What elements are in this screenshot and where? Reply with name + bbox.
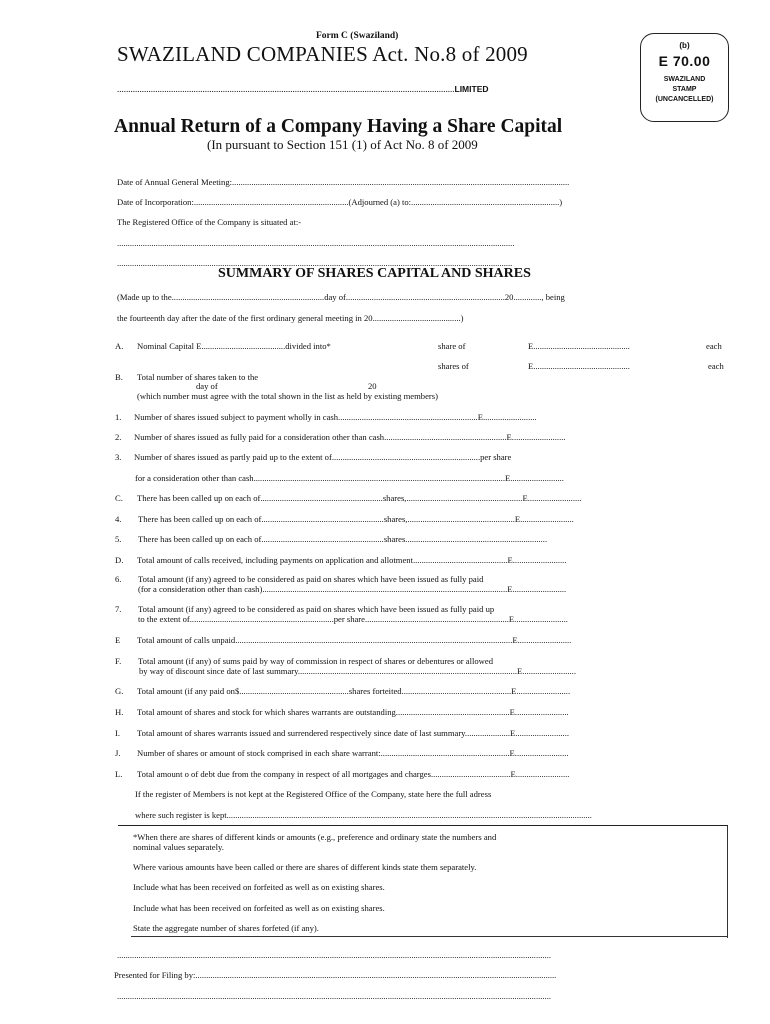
- shares-value-field[interactable]: E.............................................: [528, 361, 630, 371]
- note-forfeited-2: Include what has been received on forfeited as well as on existing shares.: [133, 903, 385, 913]
- shares-of-label: shares of: [438, 361, 469, 371]
- footer-dots-1[interactable]: ..........................................................................................................................................................................................................: [117, 950, 551, 960]
- item-5-number: 5.: [115, 534, 122, 544]
- consideration-other-cash-field[interactable]: for a consideration other than cash.....................................................................................................................E.........................: [135, 473, 564, 483]
- item-l-number: L.: [115, 769, 123, 779]
- calls-received-field[interactable]: Total amount of calls received, including payments on application and allotment............................................E.........................: [137, 555, 567, 565]
- company-name-dots: ......................................................................................................................................................: [117, 84, 455, 94]
- stamp-label-line3: (UNCANCELLED): [655, 96, 714, 103]
- item-3-number: 3.: [115, 452, 122, 462]
- item-e-number: E: [115, 635, 121, 645]
- page-title: Annual Return of a Company Having a Share Capital: [114, 116, 563, 137]
- registered-office-field-1[interactable]: .........................................................................................................................................................................................: [117, 238, 515, 248]
- item-f-number: F.: [115, 656, 122, 666]
- agm-date-field[interactable]: Date of Annual General Meeting:.............................................................................................................................................................: [117, 177, 570, 187]
- incorporation-date-field[interactable]: Date of Incorporation:........................................................................(Adjourned (a) to:.....................................................................): [117, 197, 563, 207]
- note-nominal-values: nominal values separately.: [133, 842, 224, 852]
- item-i-number: I.: [115, 728, 121, 738]
- item-h-number: H.: [115, 707, 124, 717]
- item-1-number: 1.: [115, 412, 122, 422]
- presented-for-filing-field[interactable]: Presented for Filing by:........................................................................................................................................................................: [114, 970, 557, 980]
- item-b-number: B.: [115, 372, 123, 382]
- called-up-5-field[interactable]: There has been called up on each of.........................................................shares..................................................................: [138, 534, 548, 544]
- registered-office-label: The Registered Office of the Company is situated at:-: [117, 217, 302, 227]
- fourteenth-day-field[interactable]: the fourteenth day after the date of the first ordinary general meeting in 20.........................................): [117, 313, 464, 323]
- day-of-label: day of: [196, 381, 218, 391]
- stamp-box: [640, 33, 729, 122]
- section-title: SUMMARY OF SHARES CAPITAL AND SHARES: [218, 266, 531, 281]
- registered-office-field-2[interactable]: ........................................................................................................................................................................................: [117, 258, 513, 268]
- item-7-number: 7.: [115, 604, 122, 614]
- stamp-fee: E 70.00: [658, 53, 711, 69]
- stamp-tag: (b): [679, 41, 690, 50]
- notes-bottom-rule: [131, 936, 727, 937]
- company-name-line: [117, 84, 489, 94]
- shares-issued-fully-paid-field[interactable]: Number of shares issued as fully paid for a consideration other than cash.........................................................E.........................: [134, 432, 566, 442]
- item-c-number: C.: [115, 493, 123, 503]
- shares-partly-paid-field[interactable]: Number of shares issued as partly paid up to the extent of.....................................................................per share: [134, 452, 512, 462]
- note-aggregate-forfeited: State the aggregate number of shares forfeted (if any).: [133, 923, 319, 933]
- shares-issued-cash-field[interactable]: Number of shares issued subject to payment wholly in cash.................................................................E.........................: [134, 412, 537, 422]
- called-up-4-field[interactable]: There has been called up on each of.........................................................shares,..................................................E.........................: [138, 514, 574, 524]
- item-4-number: 4.: [115, 514, 122, 524]
- limited-label: LIMITED: [454, 84, 489, 94]
- warrants-issued-field[interactable]: Total amount of shares warrants issued and surrendered respectively since date of last summary.....................E.........................: [137, 728, 569, 738]
- register-address-field[interactable]: where such register is kept..........................................................................................................................................................................: [135, 810, 592, 820]
- stamp-label: [641, 75, 728, 105]
- agreed-paid-6-field[interactable]: (for a consideration other than cash)..................................................................................................................E.........................: [138, 584, 567, 594]
- item-j-number: J.: [115, 748, 121, 758]
- stamp-label-line2: STAMP: [672, 86, 697, 93]
- item-6-number: 6.: [115, 574, 122, 584]
- calls-unpaid-field[interactable]: Total amount of calls unpaid.................................................................................................................................E.........................: [137, 635, 572, 645]
- item-a-number: A.: [115, 341, 124, 351]
- agreed-paid-6-label: Total amount (if any) agreed to be considered as paid on shares which have been issued as fully paid: [138, 574, 484, 584]
- year-20-label: 20: [368, 381, 377, 391]
- stock-in-warrant-field[interactable]: Number of shares or amount of stock comprised in each share warrant:............................................................E.........................: [137, 748, 569, 758]
- page-subtitle: (In pursuant to Section 151 (1) of Act No. 8 of 2009: [207, 137, 478, 152]
- footer-dots-2[interactable]: ..........................................................................................................................................................................................................: [117, 991, 551, 1001]
- commission-field[interactable]: by way of discount since date of last summary......................................................................................................E.........................: [139, 666, 576, 676]
- item-d-number: D.: [115, 555, 124, 565]
- total-shares-taken-label: Total number of shares taken to the: [137, 372, 259, 382]
- item-2-number: 2.: [115, 432, 122, 442]
- total-shares-note: (which number must agree with the total shown in the list as held by existing members): [137, 391, 438, 401]
- agreed-paid-7-label: Total amount (if any) agreed to be considered as paid on shares which have been issued as fully paid up: [138, 604, 495, 614]
- forfeited-shares-field[interactable]: Total amount (if any paid on$...................................................shares forteited...................................................E.........................: [137, 686, 571, 696]
- notes-right-rule: [727, 826, 728, 938]
- made-up-to-field[interactable]: (Made up to the.......................................................................day of..........................................................................20............., being: [117, 292, 565, 302]
- register-address-label: If the register of Members is not kept at the Registered Office of the Company, state here the full adress: [135, 789, 492, 799]
- share-value-field[interactable]: E.............................................: [528, 341, 630, 351]
- share-of-label: share of: [438, 341, 466, 351]
- warrants-outstanding-field[interactable]: Total amount of shares and stock for which shares warrants are outstanding.....................................................E.........................: [137, 707, 569, 717]
- stamp-label-line1: SWAZILAND: [663, 76, 706, 83]
- each-label-2: each: [708, 361, 724, 371]
- commission-label: Total amount (if any) of sums paid by way of commission in respect of shares or debentures or allowed: [138, 656, 493, 666]
- called-up-c-field[interactable]: There has been called up on each of.........................................................shares,......................................................E.........................: [137, 493, 582, 503]
- notes-top-rule: [118, 825, 728, 826]
- note-various-amounts: Where various amounts have been called or there are shares of different kinds state them separately.: [133, 862, 477, 872]
- item-g-number: G.: [115, 686, 124, 696]
- nominal-capital-field[interactable]: Nominal Capital E.......................................divided into*: [137, 341, 331, 351]
- note-forfeited-1: Include what has been received on forfeited as well as on existing shares.: [133, 882, 385, 892]
- form-label: Form C (Swaziland): [316, 31, 399, 41]
- act-title: SWAZILAND COMPANIES Act. No.8 of 2009: [117, 42, 528, 66]
- each-label: each: [706, 341, 722, 351]
- note-kinds-of-shares: *When there are shares of different kinds or amounts (e.g., preference and ordinary state the numbers and: [133, 832, 497, 842]
- agreed-paid-7-field[interactable]: to the extent of...................................................................per share...................................................................E.........................: [138, 614, 568, 624]
- mortgage-debt-field[interactable]: Total amount o of debt due from the company in respect of all mortgages and charges.....................................E.........................: [137, 769, 570, 779]
